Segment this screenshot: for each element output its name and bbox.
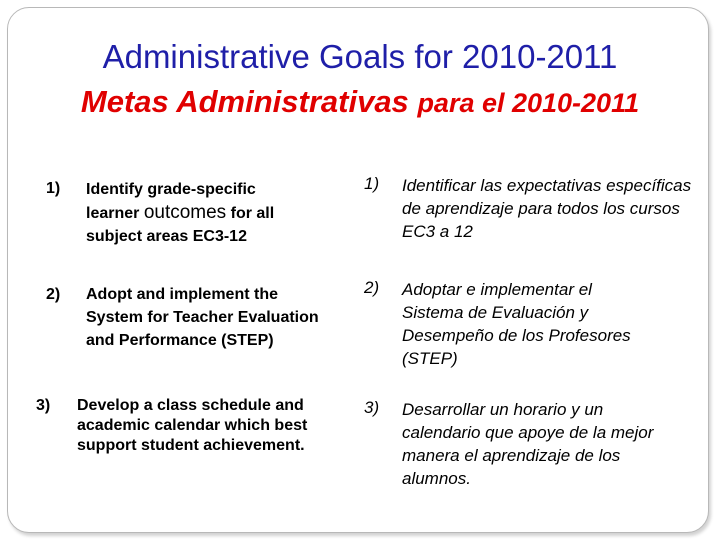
spanish-goal-1-number: 1) <box>364 174 380 193</box>
title-spanish-main: Metas Administrativas <box>80 84 409 119</box>
title-spanish-tail: para el 2010-2011 <box>417 88 640 118</box>
spanish-goal-2-number: 2) <box>364 278 380 297</box>
english-goal-1-line1: Identify grade-specific <box>86 181 256 198</box>
spanish-goal-3-number: 3) <box>364 398 380 417</box>
english-goal-1-line2c: for all <box>226 205 275 222</box>
english-goal-2-text: Adopt and implement the System for Teacher Evaluation and Performance (STEP) <box>86 286 319 349</box>
english-goal-1-text <box>86 178 346 248</box>
english-goal-1-line2a: learner <box>86 205 144 222</box>
english-goal-3-number: 3) <box>36 397 51 414</box>
english-goal-1-outcomes: outcomes <box>143 202 227 223</box>
english-goal-1-line3: subject areas EC3-12 <box>86 228 247 245</box>
title-english: Administrative Goals for 2010-2011 <box>102 38 618 75</box>
spanish-goal-3-text: Desarrollar un horario y un calendario que apoye de la mejor manera el aprendizaje de los alumnos. <box>402 400 654 488</box>
spanish-goal-1-text: Identificar las expectativas específicas de aprendizaje para todos los cursos EC3 a 12 <box>402 176 692 241</box>
spanish-goal-2-text: Adoptar e implementar el Sistema de Evaluación y Desempeño de los Profesores (STEP) <box>402 280 631 368</box>
english-goal-1-line2 <box>86 201 346 225</box>
english-goal-3-text: Develop a class schedule and academic calendar which best support student achievement. <box>77 397 308 454</box>
english-goal-1-number: 1) <box>46 180 61 197</box>
title-spanish <box>0 84 720 120</box>
english-goal-2-number: 2) <box>46 286 61 303</box>
